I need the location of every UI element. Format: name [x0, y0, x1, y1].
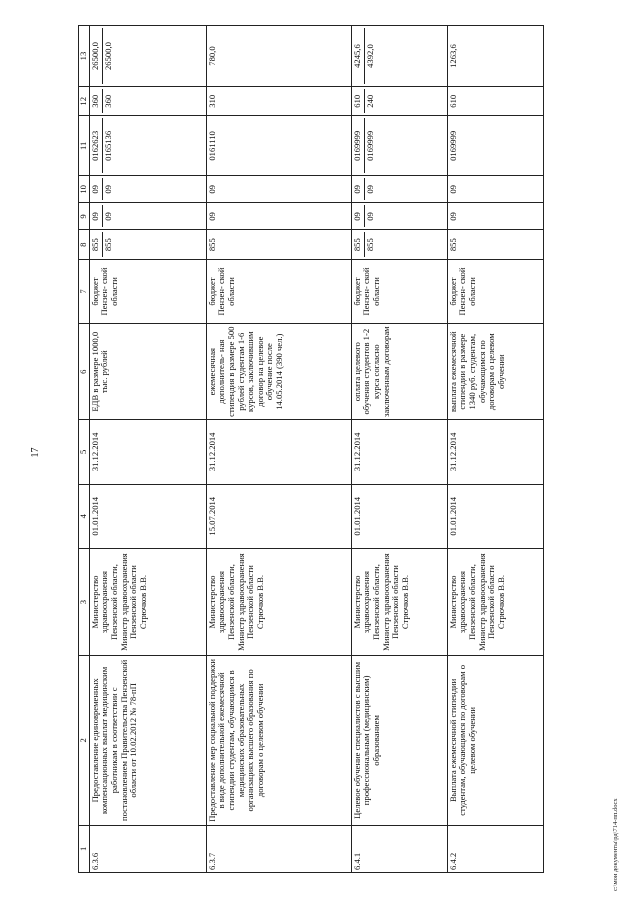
- item-name: Целевое обучение специалистов с высшим профессиональным (медицинским) образованием: [351, 656, 447, 825]
- header-cell: 12: [79, 87, 90, 116]
- code-cell: 360: [102, 89, 114, 113]
- item-start-date: 01.01.2014: [447, 484, 543, 548]
- item-end-date: 31.12.2014: [447, 420, 543, 484]
- code-cell: 0169999: [364, 118, 376, 173]
- code-cell: 09: [206, 203, 351, 230]
- item-number: 6.4.2: [447, 825, 543, 872]
- item-result: выплата ежемесячной стипендии в размере 1340 руб. студентам, обучающимся по договорам о целевом обучении: [447, 324, 543, 420]
- code-cell: 855: [102, 232, 114, 256]
- code-cell: 09: [102, 178, 114, 200]
- header-cell: 3: [79, 548, 90, 655]
- table-row: [447, 26, 543, 873]
- amount-cell: 26500,0: [102, 28, 114, 84]
- item-end-date: 31.12.2014: [351, 420, 447, 484]
- item-number: 6.3.7: [206, 825, 351, 872]
- item-start-date: 01.01.2014: [351, 484, 447, 548]
- header-cell: 11: [79, 116, 90, 176]
- amount-cell: 4392,0: [364, 28, 376, 84]
- header-cell: 4: [79, 484, 90, 548]
- item-executor: Министерство здравоохранения Пензенской области, Министр здравоохранения Пензенской области Стрючков В.В.: [206, 548, 351, 655]
- header-cell: 13: [79, 26, 90, 87]
- code-cell: 240: [364, 89, 376, 113]
- code-cell: 0169999: [351, 130, 362, 161]
- item-executor: Министерство здравоохранения Пензенской области, Министр здравоохранения Пензенской области Стрючков В.В.: [89, 548, 206, 655]
- code-cell: 09: [351, 212, 362, 221]
- code-cell: 610: [351, 94, 362, 108]
- footer-file-path: c:\мои документы\рд\714-пп.docx: [612, 798, 619, 891]
- item-funding-source: бюджет Пензен- ской области: [89, 259, 206, 323]
- code-cell: 0162623: [89, 130, 100, 161]
- item-start-date: 01.01.2014: [89, 484, 206, 548]
- code-cell: 855: [206, 230, 351, 259]
- amount-cell: 780,0: [206, 26, 351, 87]
- amount-cell: 26500,0: [89, 42, 100, 71]
- item-executor: Министерство здравоохранения Пензенской области, Министр здравоохранения Пензенской области Стрючков В.В.: [351, 548, 447, 655]
- item-result: ЕДВ в размере 1000,0 тыс. рублей: [89, 324, 206, 420]
- code-cell: 0169999: [447, 116, 543, 176]
- code-cell: 360: [89, 94, 100, 108]
- code-cell: 09: [89, 212, 100, 221]
- table-row: [89, 26, 206, 873]
- item-result: оплата целевого обучения студентов 1-2 курса согласно заключенным договорам: [351, 324, 447, 420]
- code-cell: 0161110: [206, 116, 351, 176]
- item-end-date: 31.12.2014: [206, 420, 351, 484]
- amount-cell: 4245,6: [351, 44, 362, 68]
- header-row: [79, 26, 90, 873]
- header-cell: 1: [79, 825, 90, 872]
- header-cell: 7: [79, 259, 90, 323]
- code-cell: 855: [89, 238, 100, 252]
- header-cell: 2: [79, 656, 90, 825]
- code-cell: 855: [447, 230, 543, 259]
- item-name: Предоставление мер социальной поддержки в виде дополнительной ежемесячной стипендии студентам, обучающимся в медицинских образовательных организациях высшего образования по договорам о целевом обучении: [206, 656, 351, 825]
- item-funding-source: бюджет Пензен- ской области: [206, 259, 351, 323]
- header-cell: 6: [79, 324, 90, 420]
- header-cell: 10: [79, 176, 90, 203]
- amount-cell: 1263,6: [447, 26, 543, 87]
- code-cell: 09: [102, 205, 114, 227]
- code-cell: 310: [206, 87, 351, 116]
- program-table: [78, 25, 544, 873]
- code-cell: 09: [364, 205, 376, 227]
- code-cell: 855: [351, 238, 362, 252]
- header-cell: 5: [79, 420, 90, 484]
- page-number: 17: [30, 447, 41, 458]
- code-cell: 09: [351, 185, 362, 194]
- item-funding-source: бюджет Пензен- ской области: [447, 259, 543, 323]
- code-cell: 0165136: [102, 118, 114, 173]
- header-cell: 9: [79, 203, 90, 230]
- item-start-date: 15.07.2014: [206, 484, 351, 548]
- item-executor: Министерство здравоохранения Пензенской области, Министр здравоохранения Пензенской области Стрючков В.В.: [447, 548, 543, 655]
- item-end-date: 31.12.2014: [89, 420, 206, 484]
- code-cell: 09: [206, 176, 351, 203]
- code-cell: 09: [447, 176, 543, 203]
- code-cell: 09: [364, 178, 376, 200]
- item-number: 6.4.1: [351, 825, 447, 872]
- code-cell: 855: [364, 232, 376, 256]
- item-funding-source: бюджет Пензен- ской области: [351, 259, 447, 323]
- item-number: 6.3.6: [89, 825, 206, 872]
- code-cell: 09: [89, 185, 100, 194]
- table-row: [351, 26, 447, 873]
- header-cell: 8: [79, 230, 90, 259]
- table-row: [206, 26, 351, 873]
- item-name: Предоставление единовременных компенсационных выплат медицинским работникам в соответствии с постановлением Правительства Пензенской области от 10.02.2012 № 78-пП: [89, 656, 206, 825]
- code-cell: 610: [447, 87, 543, 116]
- code-cell: 09: [447, 203, 543, 230]
- item-result: ежемесячная дополнитель- ная стипендия в размере 500 рублей студентам 1-6 курсов, заключившим договор на целевое обучение после 14.05.2014 (390 чел.): [206, 324, 351, 420]
- item-name: Выплата ежемесячной стипендии студентам, обучающимся по договорам о целевом обучении: [447, 656, 543, 825]
